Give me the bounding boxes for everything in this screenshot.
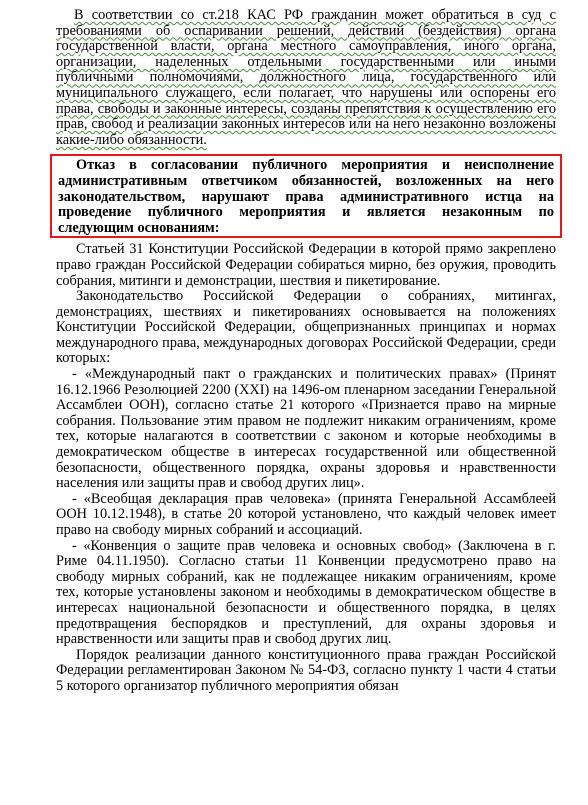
- document-page: [56, 8, 556, 695]
- paragraph-refusal-grounds: Отказ в согласовании публичного мероприятия и неисполнение административным ответчиком обязанностей, возложенных на него законодательством, нарушают права административного истца на проведение публичного мероприятия и является незаконным по следующим основаниям:: [58, 157, 554, 236]
- paragraph-kas-218: В соответствии со ст.218 КАС РФ гражданин может обратиться в суд с требованиями об оспаривании решений, действий (бездействия) органа государственной власти, органа местного самоуправления, иного органа, организации, наделенных отдельными государственными или иными публичными полномочиями, должностного лица, государственного или муниципального служащего, если полагает, что нарушены или оспорены его права, свободы и законные интересы, созданы препятствия к осуществлению его прав, свобод и реализации законных интересов или на него незаконно возложены какие-либо обязанности.: [56, 7, 556, 148]
- paragraph-udhr: - «Всеобщая декларация прав человека» (принята Генеральной Ассамблеей ООН 10.12.1948), в статье 20 которой установлено, что каждый человек имеет право на свободу мирных собраний и ассоциаций.: [56, 490, 556, 538]
- paragraph-legislation-basis: Законодательство Российской Федерации о собраниях, митингах, демонстрациях, шествиях и пикетированиях основывается на положениях Конституции Российской Федерации, общепризнанных принципах и нормах международного права, международных договорах Российской Федерации, среди которых:: [56, 288, 556, 367]
- paragraph-law-54fz: Порядок реализации данного конституционного права граждан Российской Федерации регламентирован Законом № 54-ФЗ, согласно пункту 1 части 4 статьи 5 которого организатор публичного мероприятия обязан: [56, 646, 556, 694]
- highlighted-paragraph-box: [50, 154, 562, 238]
- paragraph-constitution-art31: Статьей 31 Конституции Российской Федерации в которой прямо закреплено право граждан Российской Федерации собираться мирно, без оружия, проводить собрания, митинги и демонстрации, шествия и пикетирование.: [56, 241, 556, 289]
- paragraph-iccpr: - «Международный пакт о гражданских и политических правах» (Принят 16.12.1966 Резолюцией 2200 (XXI) на 1496-ом пленарном заседании Генеральной Ассамблеи ООН), согласно статье 21 которого «Признается право на мирные собрания. Пользование этим правом не подлежит никаким ограничениям, кроме тех, которые налагаются в соответствии с законом и которые необходимы в демократическом обществе в интересах государственной или общественной безопасности, общественного порядка, охраны здоровья и нравственности населения или защиты прав и свобод других лиц».: [56, 366, 556, 492]
- paragraph-echr: - «Конвенция о защите прав человека и основных свобод» (Заключена в г. Риме 04.11.1950). Согласно статьи 11 Конвенции предусмотрено право на свободу мирных собраний, как не подлежащее никаким ограничениям, кроме тех, которые установлены законом и необходимы в демократическом обществе в интересах национальной безопасности и общественного порядка, в целях предотвращения беспорядков и преступлений, для охраны здоровья и нравственности или защиты прав и свобод других лиц.: [56, 537, 556, 648]
